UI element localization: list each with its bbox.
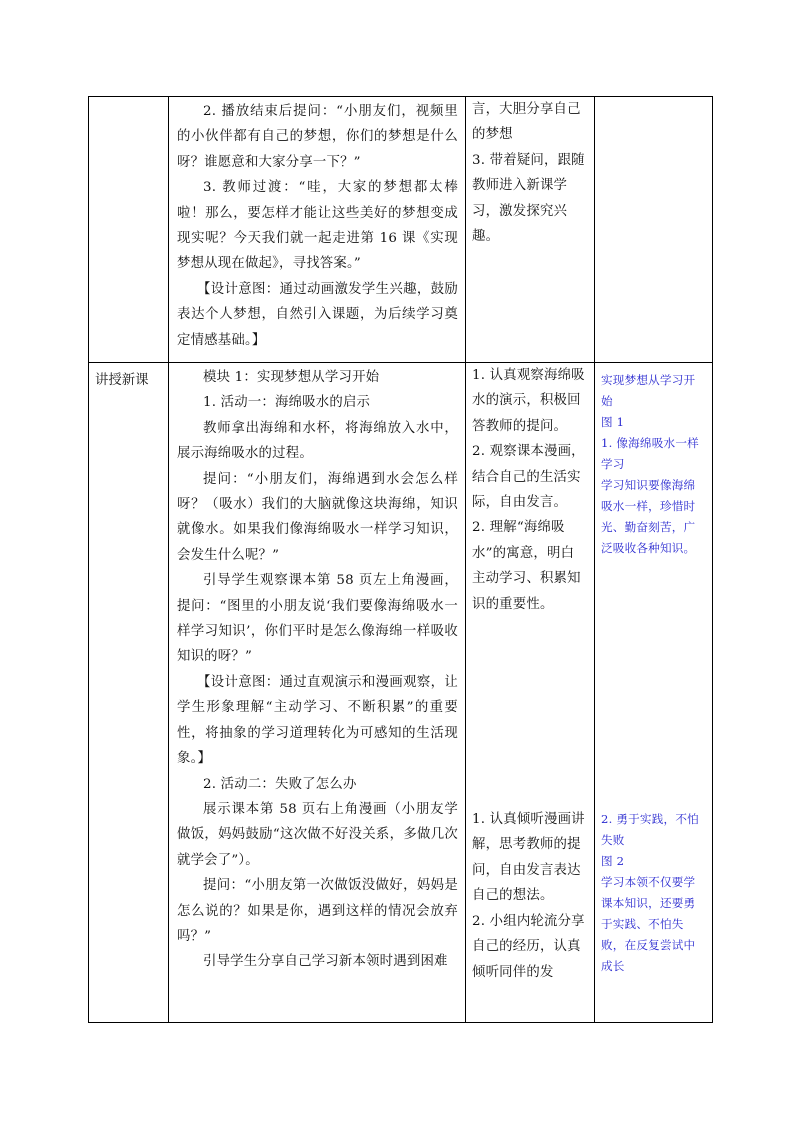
paragraph: 提问：“小朋友第一次做饭没做好，妈妈是怎么说的？如果是你，遇到这样的情况会放弃吗？”	[177, 878, 458, 944]
paragraph: 引导学生分享自己学习新本领时遇到困难	[203, 954, 448, 970]
paragraph: 2. 小组内轮流分享自己的经历，认真倾听同伴的发	[472, 913, 585, 980]
paragraph: 1. 认真观察海绵吸水的演示，积极回答教师的提问。	[472, 368, 585, 434]
paragraph: 2. 观察课本漫画，结合自己的生活实际，自由发言。	[472, 444, 585, 511]
note-heading: 实现梦想从学习开始	[601, 373, 696, 408]
module-title: 模块 1：实现梦想从学习开始	[203, 370, 380, 385]
student-cell	[466, 363, 595, 1023]
note-point: 2. 勇于实践，不怕失败	[601, 812, 699, 847]
note-text: 学习知识要像海绵吸水一样，珍惜时光、勤奋刻苦，广泛吸收各种知识。	[601, 478, 696, 555]
content-cell	[169, 97, 466, 363]
paragraph: 引导学生观察课本第 58 页左上角漫画，提问：“图里的小朋友说‘我们要像海绵吸水一样学习知识’，你们平时是怎么像海绵一样吸收知识的呀？”	[177, 573, 458, 665]
lesson-plan-table	[88, 96, 713, 1023]
student-cell	[466, 97, 595, 363]
paragraph: 3. 教师过渡：“哇，大家的梦想都太棒啦！那么，要怎样才能让这些美好的梦想变成现实呢？今天我们就一起走进第 16 课《实现梦想从现在做起》，寻找答案。”	[177, 180, 458, 272]
stage-cell: 讲授新课	[89, 363, 169, 1023]
table-row	[89, 97, 713, 363]
note-text: 学习本领不仅要学课本知识，还要勇于实践、不怕失败，在反复尝试中成长	[601, 875, 696, 973]
content-cell	[169, 363, 466, 1023]
paragraph: 2. 播放结束后提问：“小朋友们，视频里的小伙伴都有自己的梦想，你们的梦想是什么呀？谁愿意和大家分享一下？”	[177, 104, 458, 170]
note-point: 1. 像海绵吸水一样学习	[601, 436, 699, 471]
notes-cell	[595, 97, 713, 363]
paragraph: 言，大胆分享自己的梦想	[472, 102, 581, 143]
paragraph: 教师拿出海绵和水杯，将海绵放入水中，展示海绵吸水的过程。	[177, 420, 458, 462]
stage-cell	[89, 97, 169, 363]
design-intent: 【设计意图：通过动画激发学生兴趣，鼓励表达个人梦想，自然引入课题，为后续学习奠定情感基础。】	[177, 281, 458, 348]
figure-label: 图 1	[601, 415, 625, 429]
notes-cell	[595, 363, 713, 1023]
paragraph: 展示课本第 58 页右上角漫画（小朋友学做饭，妈妈鼓励“这次做不好没关系，多做几次就学会了”）。	[177, 801, 458, 868]
activity-title: 2. 活动二：失败了怎么办	[203, 776, 357, 792]
figure-label: 图 2	[601, 854, 625, 868]
paragraph: 1. 认真倾听漫画讲解，思考教师的提问，自由发言表达自己的想法。	[472, 812, 585, 904]
paragraph: 3. 带着疑问，跟随教师进入新课学习，激发探究兴趣。	[472, 152, 585, 245]
table-row	[89, 363, 713, 1023]
paragraph: 2. 理解“海绵吸水”的寓意，明白主动学习、积累知识的重要性。	[472, 520, 581, 612]
paragraph: 提问：“小朋友们，海绵遇到水会怎么样呀？（吸水）我们的大脑就像这块海绵，知识就像水。如果我们像海绵吸水一样学习知识，会发生什么呢？”	[177, 471, 458, 563]
design-intent: 【设计意图：通过直观演示和漫画观察，让学生形象理解“主动学习、不断积累”的重要性，将抽象的学习道理转化为可感知的生活现象。】	[177, 674, 458, 767]
activity-title: 1. 活动一：海绵吸水的启示	[203, 395, 371, 411]
